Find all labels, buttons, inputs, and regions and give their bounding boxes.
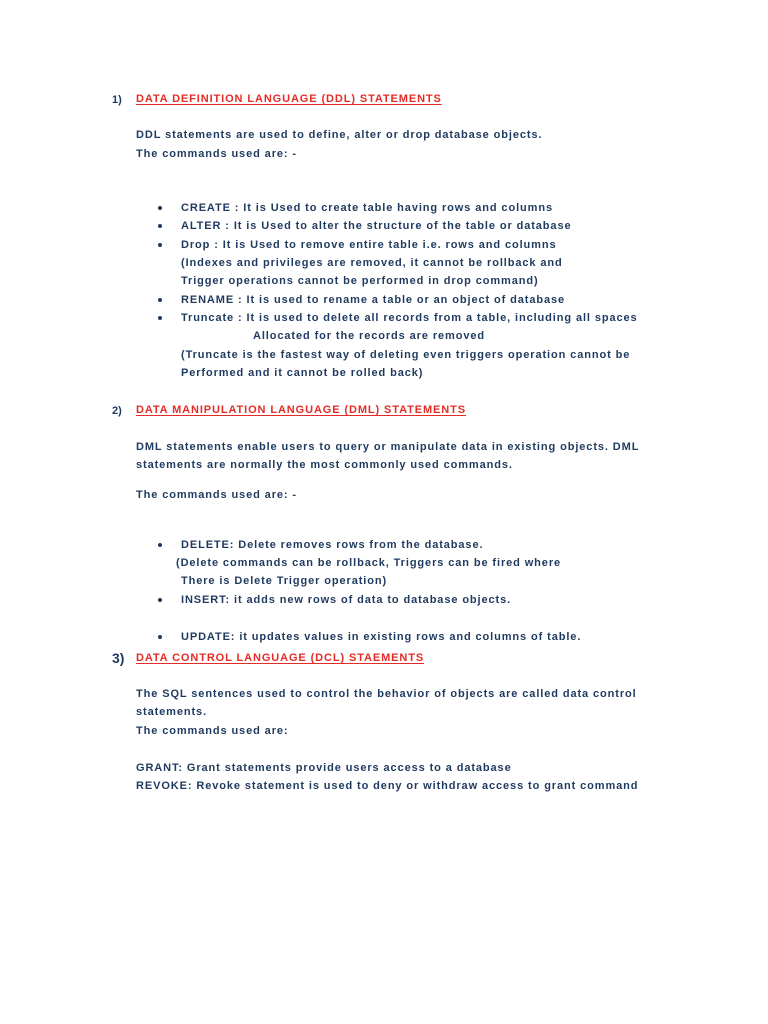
- section-intro-line: The commands used are: -: [136, 489, 297, 501]
- command-line: GRANT: Grant statements provide users access to a database: [136, 762, 512, 774]
- list-item-continuation: (Truncate is the fastest way of deleting even triggers operation cannot be: [181, 349, 631, 361]
- list-item: Truncate : It is used to delete all records from a table, including all spaces: [181, 312, 638, 324]
- list-item: DELETE: Delete removes rows from the database.: [181, 539, 484, 551]
- bullet-icon: [158, 243, 162, 247]
- list-item-continuation: Allocated for the records are removed: [253, 330, 485, 342]
- section-intro-line: statements are normally the most commonly used commands.: [136, 459, 513, 471]
- section-intro-line: DML statements enable users to query or manipulate data in existing objects. DML: [136, 441, 640, 453]
- list-item: RENAME : It is used to rename a table or an object of database: [181, 294, 566, 306]
- section-heading: DATA CONTROL LANGUAGE (DCL) STAEMENTS: [136, 652, 425, 664]
- section-number: 1): [112, 94, 122, 106]
- section-intro-line: statements.: [136, 706, 208, 718]
- section-number: 2): [112, 405, 122, 417]
- section-number: 3): [112, 650, 125, 666]
- list-item: CREATE : It is Used to create table having rows and columns: [181, 202, 553, 214]
- list-item: UPDATE: it updates values in existing rows and columns of table.: [181, 631, 582, 643]
- command-line: REVOKE: Revoke statement is used to deny or withdraw access to grant command: [136, 780, 639, 792]
- list-item: INSERT: it adds new rows of data to database objects.: [181, 594, 512, 606]
- list-item-continuation: (Indexes and privileges are removed, it cannot be rollback and: [181, 257, 563, 269]
- section-intro-line: The commands used are:: [136, 725, 289, 737]
- section-intro-line: The commands used are: -: [136, 148, 297, 160]
- list-item-continuation: There is Delete Trigger operation): [181, 575, 388, 587]
- bullet-icon: [158, 543, 162, 547]
- bullet-icon: [158, 224, 162, 228]
- bullet-icon: [158, 206, 162, 210]
- section-intro-line: DDL statements are used to define, alter or drop database objects.: [136, 129, 543, 141]
- bullet-icon: [158, 316, 162, 320]
- section-heading: DATA DEFINITION LANGUAGE (DDL) STATEMENTS: [136, 93, 442, 105]
- bullet-icon: [158, 635, 162, 639]
- list-item: ALTER : It is Used to alter the structure of the table or database: [181, 220, 572, 232]
- list-item-continuation: Trigger operations cannot be performed in drop command): [181, 275, 539, 287]
- section-heading: DATA MANIPULATION LANGUAGE (DML) STATEMENTS: [136, 404, 466, 416]
- list-item: Drop : It is Used to remove entire table i.e. rows and columns: [181, 239, 557, 251]
- bullet-icon: [158, 598, 162, 602]
- list-item-continuation: (Delete commands can be rollback, Triggers can be fired where: [176, 557, 562, 569]
- list-item-continuation: Performed and it cannot be rolled back): [181, 367, 424, 379]
- bullet-icon: [158, 298, 162, 302]
- section-intro-line: The SQL sentences used to control the behavior of objects are called data control: [136, 688, 637, 700]
